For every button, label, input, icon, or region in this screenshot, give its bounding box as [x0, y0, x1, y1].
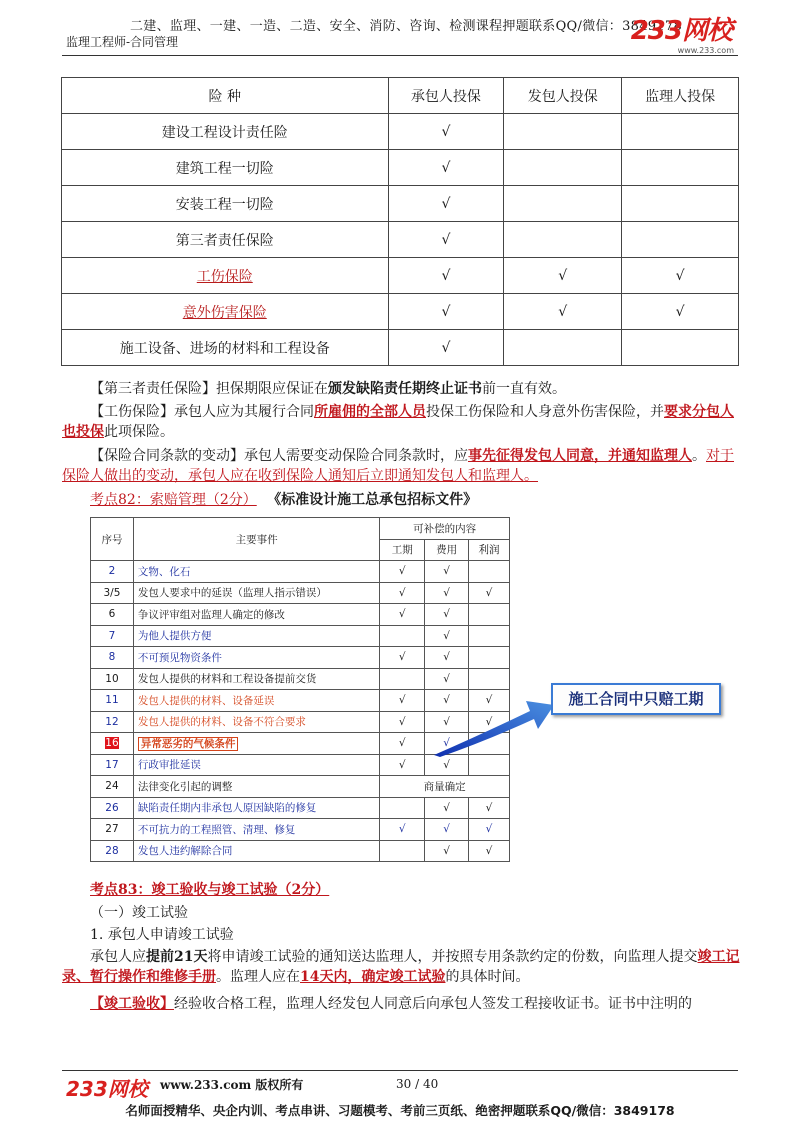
para2-a: 【工伤保险】承包人应为其履行合同 [90, 404, 314, 420]
row-no: 12 [91, 711, 134, 733]
header-time: 工期 [380, 539, 425, 561]
row-no: 3/5 [91, 582, 134, 604]
table-row [91, 840, 510, 862]
row-no: 6 [91, 604, 134, 626]
footer-copyright: www.233.com 版权所有 [160, 1078, 304, 1092]
row-cost: √ [425, 754, 469, 776]
table-row [91, 561, 510, 583]
para4-f: 。监理人应在 [216, 969, 300, 985]
para4-c: 将申请竣工试验的通知送达监理人，并按照专用条款约定的份数，向监理人提 [207, 949, 684, 965]
check-supervisor [622, 330, 739, 366]
arrow-icon [430, 695, 560, 760]
insurance-name: 建设工程设计责任险 [62, 114, 389, 150]
para4-h: 的具体时间。 [445, 969, 530, 985]
row-no: 26 [91, 797, 134, 819]
para5-a: 【竣工验收】 [90, 996, 174, 1012]
row-profit [469, 604, 510, 626]
check-employer [504, 222, 622, 258]
row-cost: √ [425, 625, 469, 647]
row-event: 争议评审组对监理人确定的修改 [133, 604, 379, 626]
row-cost: √ [425, 819, 469, 841]
row-time: √ [380, 711, 425, 733]
check-supervisor [622, 186, 739, 222]
row-cost: √ [425, 711, 469, 733]
row-no: 7 [91, 625, 134, 647]
row-event: 发包人提供的材料、设备延误 [133, 690, 379, 712]
row-cost: √ [425, 604, 469, 626]
brand-logo-url: www.233.com [677, 46, 734, 55]
header-contractor: 承包人投保 [388, 78, 504, 114]
check-supervisor: √ [622, 294, 739, 330]
para-completion-test [62, 947, 742, 987]
table-row [91, 797, 510, 819]
insurance-table-header [62, 78, 739, 114]
row-event: 发包人违约解除合同 [133, 840, 379, 862]
kd83-sub2: 1. 承包人申请竣工试验 [90, 927, 234, 943]
table-row [91, 668, 510, 690]
para1-c: 前一直有效。 [482, 381, 566, 397]
row-event: 文物、化石 [133, 561, 379, 583]
footer-promo: 名师面授精华、央企内训、考点串讲、习题模考、考前三页纸、绝密押题联系QQ/微信：3849178 [125, 1103, 675, 1118]
table-row [62, 222, 739, 258]
para2-b: 所雇佣的全部人员 [314, 404, 426, 420]
para-third-party-insurance [62, 379, 742, 399]
check-employer [504, 186, 622, 222]
check-contractor: √ [388, 294, 504, 330]
row-time: √ [380, 582, 425, 604]
row-time: √ [380, 819, 425, 841]
header-contact-line: 二建、监理、一建、一造、二造、安全、消防、咨询、检测课程押题联系QQ/微信：3849178 [130, 19, 683, 34]
check-supervisor [622, 222, 739, 258]
insurance-name: 建筑工程一切险 [62, 150, 389, 186]
header-compensable: 可补偿的内容 [380, 518, 510, 540]
row-cost: √ [425, 647, 469, 669]
para3-b: 事先征得发包人同意，并通知监理人 [468, 448, 692, 464]
check-employer [504, 150, 622, 186]
kd82-source: 《标准设计施工总承包招标文件》 [267, 492, 478, 508]
row-cost: √ [425, 840, 469, 862]
check-employer: √ [504, 294, 622, 330]
row-no: 2 [91, 561, 134, 583]
row-profit: √ [469, 582, 510, 604]
insurance-name [62, 294, 389, 330]
check-contractor: √ [388, 114, 504, 150]
check-contractor: √ [388, 186, 504, 222]
row-profit: √ [469, 819, 510, 841]
row-cost: √ [425, 797, 469, 819]
row-cost: √ [425, 668, 469, 690]
row-time: √ [380, 647, 425, 669]
table-row [62, 330, 739, 366]
insurance-name: 施工设备、进场的材料和工程设备 [62, 330, 389, 366]
row-profit: √ [469, 690, 510, 712]
table-row [62, 294, 739, 330]
header-profit: 利润 [469, 539, 510, 561]
para3-a: 【保险合同条款的变动】承包人需要变动保险合同条款时，应 [90, 448, 468, 464]
table-row [62, 258, 739, 294]
claim-table-header-top [91, 518, 510, 540]
row-profit [469, 668, 510, 690]
row-event: 不可抗力的工程照管、清理、修复 [133, 819, 379, 841]
row-event: 发包人提供的材料和工程设备提前交货 [133, 668, 379, 690]
insurance-table [61, 77, 739, 366]
check-supervisor: √ [622, 258, 739, 294]
row-profit: √ [469, 797, 510, 819]
check-employer [504, 114, 622, 150]
row-event: 发包人提供的材料、设备不符合要求 [133, 711, 379, 733]
table-row [62, 114, 739, 150]
insurance-name-highlight: 意外伤害保险 [182, 304, 267, 321]
row-event: 发包人要求中的延误（监理人指示错误） [133, 582, 379, 604]
page-number: 30 / 40 [396, 1077, 439, 1091]
table-row [91, 604, 510, 626]
check-contractor: √ [388, 150, 504, 186]
insurance-name-highlight: 工伤保险 [196, 268, 253, 285]
insurance-name: 安装工程一切险 [62, 186, 389, 222]
table-row [91, 647, 510, 669]
para4-a: 承包人应 [90, 949, 146, 965]
row-event: 为他人提供方便 [133, 625, 379, 647]
callout-box: 施工合同中只赔工期 [551, 683, 721, 715]
header-supervisor: 监理人投保 [622, 78, 739, 114]
row-event: 行政审批延误 [133, 754, 379, 776]
para-work-injury-insurance [62, 402, 742, 442]
para3-d: 对于保险人做出的变动，承包人应在收到保险人通知后立即通知发包人和监理人。 [62, 448, 734, 484]
row-no: 28 [91, 840, 134, 862]
table-row [91, 776, 510, 798]
row-no: 27 [91, 819, 134, 841]
footer-logo: 233网校 [66, 1077, 148, 1101]
para4-e: 竣工记录、暂行操作和维修手册 [62, 949, 740, 985]
kd83-title-text: 考点83：竣工验收与竣工试验（2分） [90, 882, 330, 898]
kd82-title: 考点82：索赔管理（2分） [90, 492, 257, 508]
row-profit [469, 561, 510, 583]
row-event-highlight: 异常恶劣的气候条件 [138, 737, 239, 751]
row-merged: 商量确定 [380, 776, 510, 798]
para4-d: 交 [683, 949, 698, 965]
row-no [91, 733, 134, 755]
row-time [380, 625, 425, 647]
para4-g: 14天内，确定竣工试验 [300, 969, 446, 985]
row-cost: √ [425, 733, 469, 755]
brand-logo: 233网校 [630, 16, 732, 46]
row-time: √ [380, 754, 425, 776]
row-profit: √ [469, 840, 510, 862]
row-no-highlight: 16 [105, 737, 119, 750]
header-no: 序号 [91, 518, 134, 561]
para1-b: 颁发缺陷责任期终止证书 [328, 381, 482, 397]
row-time: √ [380, 561, 425, 583]
para4-b: 提前21天 [146, 949, 208, 965]
para5-b: 经验收合格工程，监理人经发包人同意后向承包人签发工程接收证书。证书中注明的 [174, 996, 692, 1012]
para-contract-change [62, 446, 742, 486]
header-event: 主要事件 [133, 518, 379, 561]
row-time [380, 797, 425, 819]
table-row [91, 625, 510, 647]
check-employer [504, 330, 622, 366]
para2-c: 投保工伤保险和人身意外伤害保险，并 [426, 404, 664, 420]
check-supervisor [622, 150, 739, 186]
row-time [380, 668, 425, 690]
para2-d: 要求分包人也投保 [62, 404, 734, 440]
para-completion-acceptance [62, 994, 742, 1014]
row-no: 8 [91, 647, 134, 669]
check-contractor: √ [388, 330, 504, 366]
row-no: 10 [91, 668, 134, 690]
row-cost: √ [425, 690, 469, 712]
para2-e: 此项保险。 [104, 424, 174, 440]
row-time [380, 840, 425, 862]
insurance-name: 第三者责任保险 [62, 222, 389, 258]
header-insurance-type: 险 种 [62, 78, 389, 114]
header-cost: 费用 [425, 539, 469, 561]
para1-a: 【第三者责任保险】担保期限应保证在 [90, 381, 328, 397]
row-event: 缺陷责任期内非承包人原因缺陷的修复 [133, 797, 379, 819]
check-supervisor [622, 114, 739, 150]
row-time: √ [380, 604, 425, 626]
row-event [133, 733, 379, 755]
table-row [62, 150, 739, 186]
kd82-heading [90, 490, 740, 510]
row-time: √ [380, 733, 425, 755]
header-course-title: 监理工程师-合同管理 [66, 35, 179, 49]
kd83-sub1: （一）竣工试验 [90, 905, 188, 921]
row-no: 24 [91, 776, 134, 798]
row-time: √ [380, 690, 425, 712]
table-row [91, 819, 510, 841]
kd83-title [90, 880, 770, 900]
row-profit: √ [469, 711, 510, 733]
footer-divider [62, 1070, 738, 1071]
table-row [91, 582, 510, 604]
row-no: 17 [91, 754, 134, 776]
row-event: 不可预见物资条件 [133, 647, 379, 669]
row-profit [469, 647, 510, 669]
insurance-name [62, 258, 389, 294]
table-row [62, 186, 739, 222]
check-employer: √ [504, 258, 622, 294]
row-profit [469, 625, 510, 647]
row-event: 法律变化引起的调整 [133, 776, 379, 798]
row-cost: √ [425, 582, 469, 604]
row-no: 11 [91, 690, 134, 712]
check-contractor: √ [388, 222, 504, 258]
header-divider [62, 55, 738, 56]
para3-c: 。 [692, 448, 706, 464]
row-cost: √ [425, 561, 469, 583]
check-contractor: √ [388, 258, 504, 294]
claim-table [90, 517, 510, 862]
header-employer: 发包人投保 [504, 78, 622, 114]
